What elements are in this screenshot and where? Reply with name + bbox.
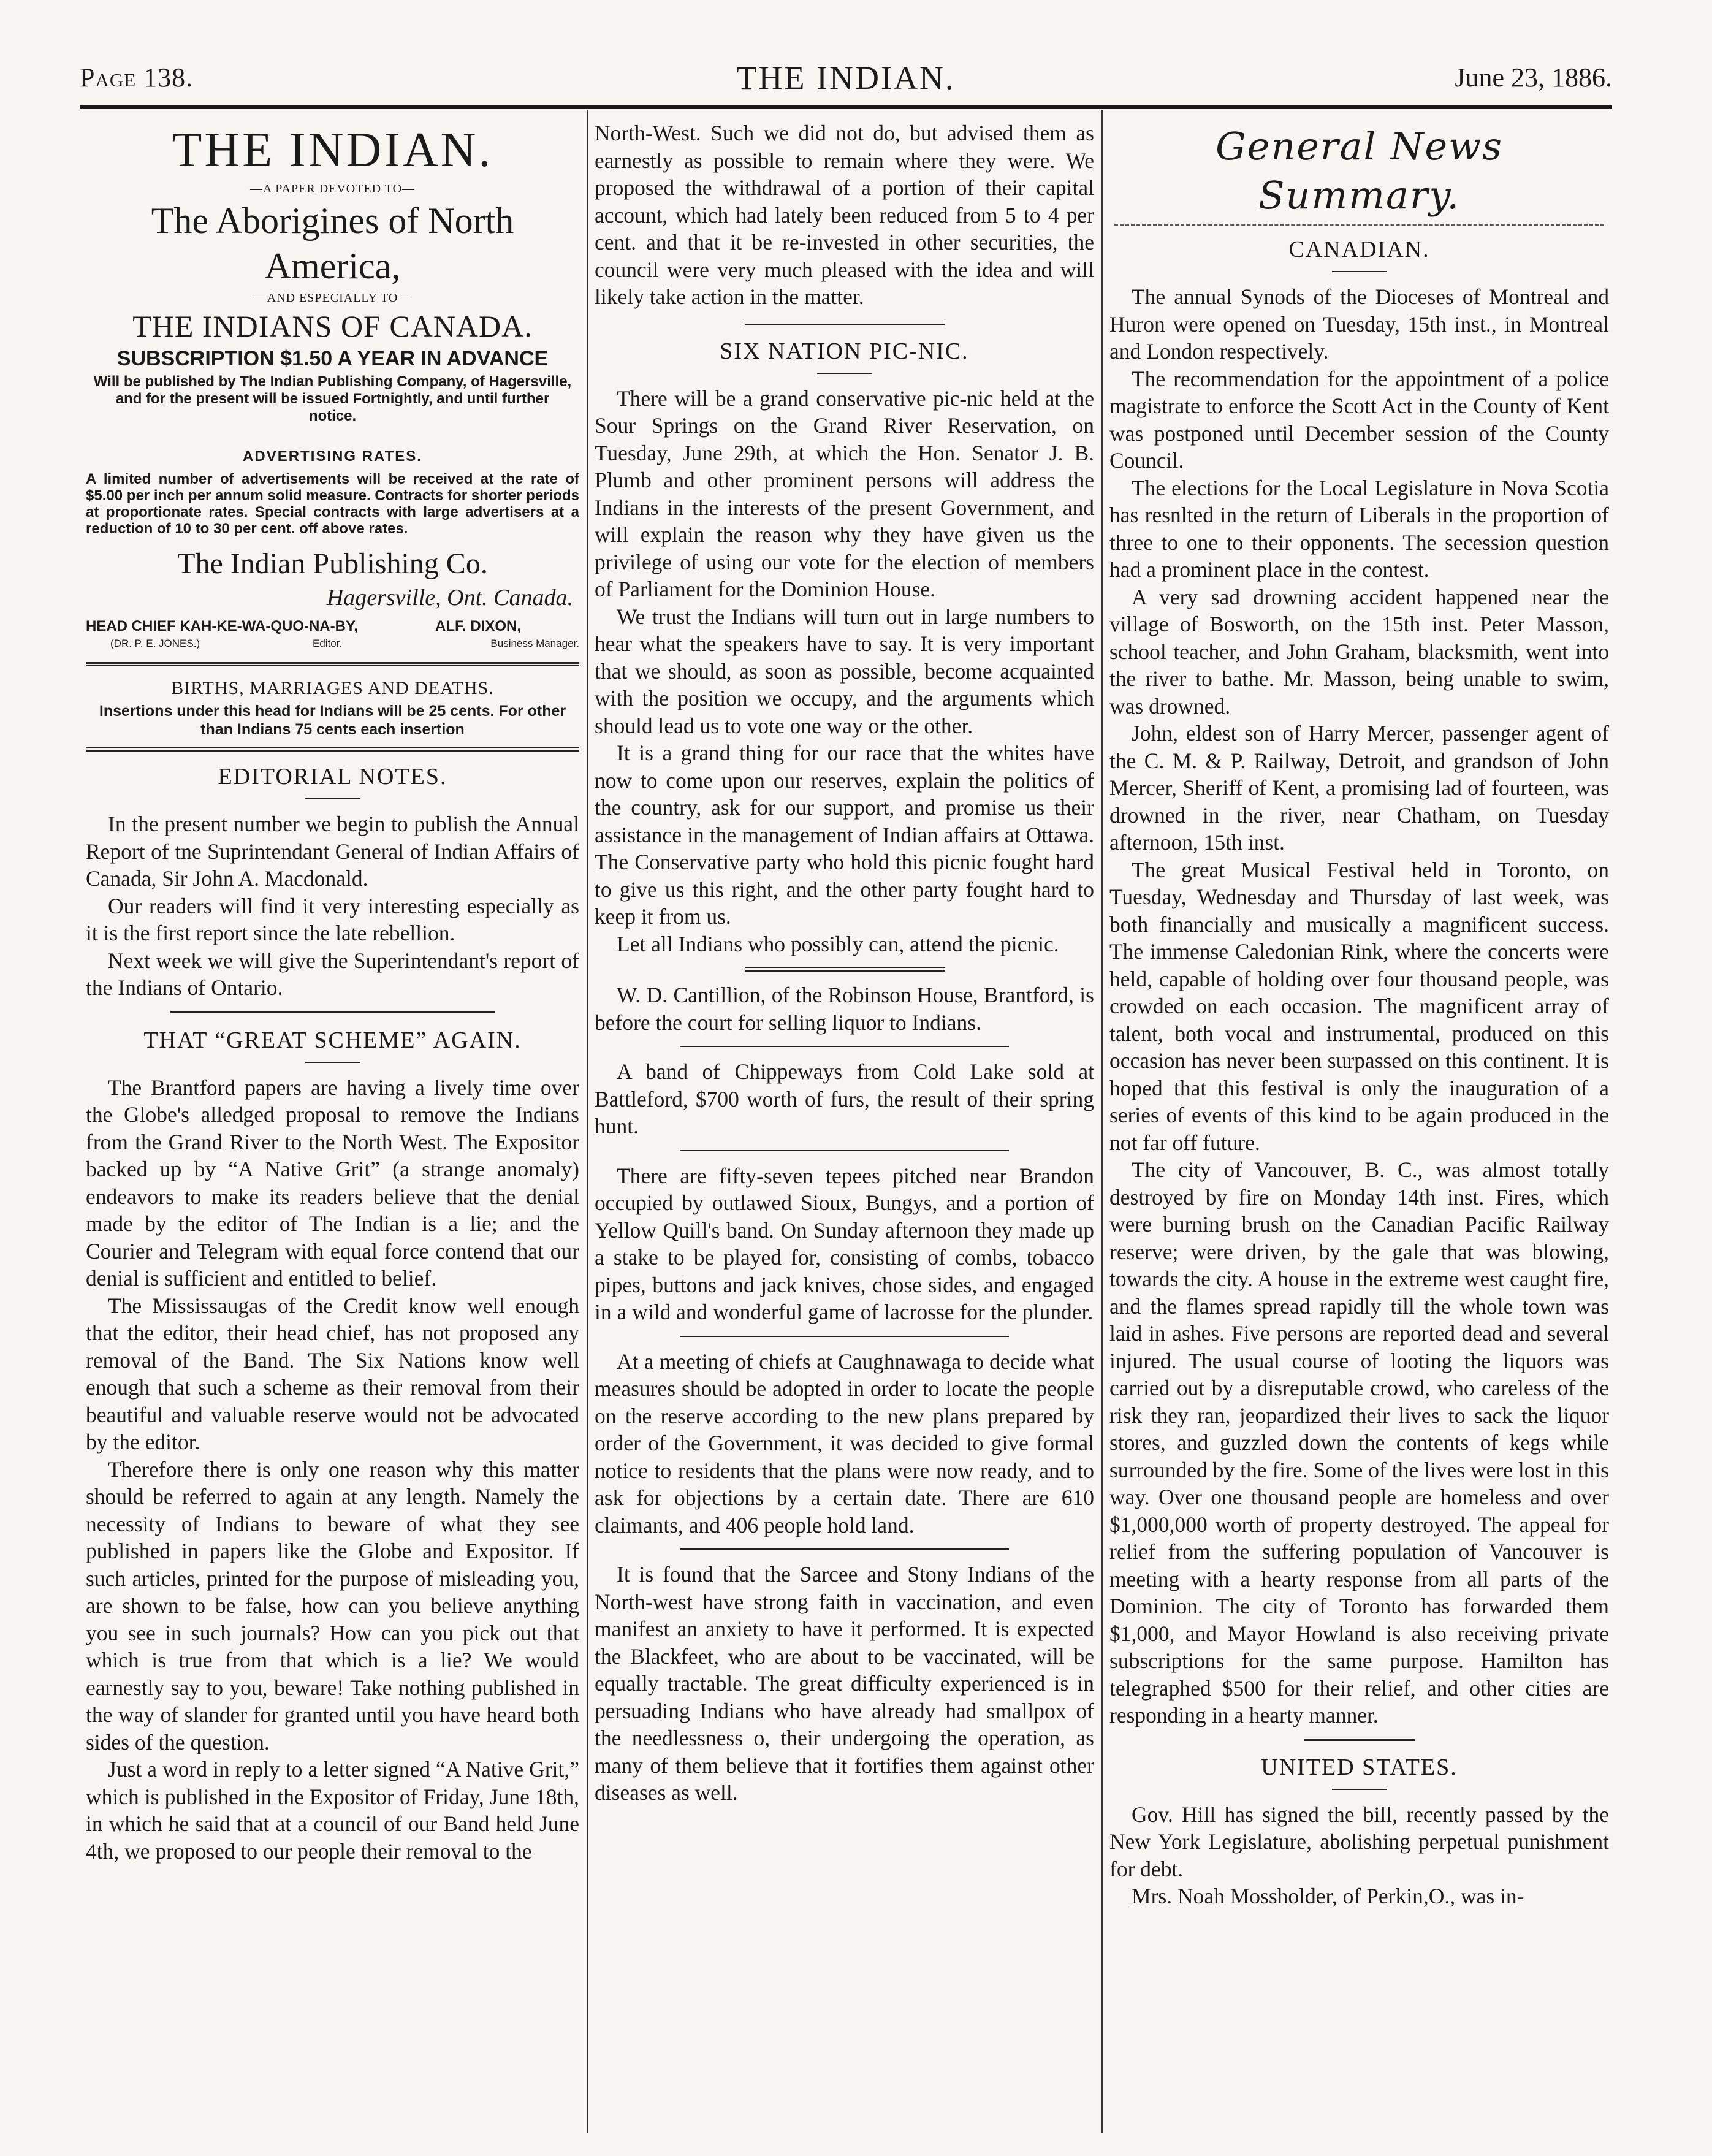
column-2 (595, 120, 1094, 2136)
item-rule (680, 1548, 1010, 1550)
news-paragraph: Gov. Hill has signed the bill, recently passed by the New York Legislature, abolishing perpetual punishment for debt. (1109, 1802, 1609, 1881)
company-location: Hagersville, Ont. Canada. (326, 584, 573, 611)
subscription-line: SUBSCRIPTION $1.50 A YEAR IN ADVANCE (116, 347, 549, 370)
section-rule (745, 321, 945, 325)
header-rule (80, 105, 1612, 109)
picnic-paragraph: Let all Indians who possibly can, attend the picnic. (617, 931, 1059, 956)
canadian-rule (1332, 271, 1387, 272)
news-paragraph: The annual Synods of the Dioceses of Montreal and Huron were opened on Tuesday, 15th inst., in Montreal and London respectively. (1109, 284, 1609, 364)
bmd-heading: BIRTHS, MARRIAGES AND DEATHS. (171, 677, 494, 698)
item-rule (680, 1336, 1010, 1337)
editorial-paragraph: Our readers will find it very interesting especially as it is the first report since the late rebellion. (86, 893, 579, 945)
scheme-paragraph: Therefore there is only one reason why this matter should be referred to again at any length. Namely the necessity of Indians to beware of what they see published in papers like the Globe and Expositor. If such articles, printed for the purpose of misleading you, are shown to be false, how can you believe anything you see in such journals? How can you pick out that which is true from that which is a lie? We would earnestly say to you, beware! Take nothing published in the way of slander for granted until you have heard both sides of the question. (86, 1457, 579, 1754)
advertising-heading: ADVERTISING RATES. (243, 448, 422, 465)
us-rule (1332, 1789, 1387, 1790)
masthead-especially: —AND ESPECIALLY TO— (254, 291, 411, 305)
masthead-devoted: —A PAPER DEVOTED TO— (249, 182, 416, 196)
section-rule (1304, 1739, 1415, 1741)
picnic-rule (817, 373, 872, 374)
news-item: There are fifty-seven tepees pitched near Brandon occupied by outlawed Sioux, Bungys, and a portion of Yellow Quill's band. On Sunday afternoon they made up a stake to be played for, consisting of combs, tobacco pipes, buttons and jack knives, chose sides, and engaged in a wild and wonderful game of lacrosse for the plunder. (595, 1163, 1094, 1324)
scheme-paragraph: The Brantford papers are having a lively time over the Globe's alledged proposal to remove the Indians from the Grand River to the North West. The Expositor backed up by “A Native Grit” (a strange anomaly) endeavors to make its readers believe that the denial made by the editor of The Indian is a lie; and the Courier and Telegram with equal force contend that our denial is sufficient and entitled to belief. (86, 1075, 579, 1290)
masthead-rule (86, 662, 579, 666)
running-head (80, 56, 1612, 99)
title-rule (1114, 224, 1604, 226)
masthead-aborigines: The Aborigines of North America, (151, 200, 514, 286)
section-rule (745, 967, 945, 972)
editorial-rule (305, 798, 360, 799)
editorial-heading: EDITORIAL NOTES. (218, 764, 447, 790)
news-paragraph: A very sad drowning accident happened near the village of Bosworth, on the 15th inst. Peter Masson, school teacher, and John Graham, blacksmith, went into the river to bathe. Mr. Masson, being unable to swim, was drowned. (1109, 584, 1609, 718)
masthead-title: THE INDIAN. (172, 123, 493, 177)
editor-real-name: (DR. P. E. JONES.) (110, 637, 200, 649)
news-paragraph: John, eldest son of Harry Mercer, passenger agent of the C. M. & P. Railway, Detroit, and grandson of John Mercer, Sheriff of Kent, a promising lad of fourteen, was drowned in the river, near Chatham, on Tuesday afternoon, 15th inst. (1109, 721, 1609, 855)
news-paragraph: The recommendation for the appointment of a police magistrate to enforce the Scott Act in the County of Kent was postponed until December session of the County Council. (1109, 366, 1609, 473)
picnic-paragraph: We trust the Indians will turn out in large numbers to hear what the speakers have to say. It is very important that we should, as soon as possible, become acquainted with the position we occupy, and the arguments which should lead us to vote one way or the other. (595, 604, 1094, 738)
staff-listing (86, 613, 579, 653)
us-heading: UNITED STATES. (1261, 1754, 1458, 1780)
news-item: A band of Chippeways from Cold Lake sold at Battleford, $700 worth of furs, the result of their spring hunt. (595, 1059, 1094, 1138)
news-summary-title: General News Summary. (1216, 124, 1503, 218)
picnic-paragraph: There will be a grand conservative pic-nic held at the Sour Springs on the Grand River Reservation, on Tuesday, June 29th, at which the Hon. Senator J. B. Plumb and other prominent persons will address the Indians in the interests of the present Government, and will explain the reason why they have given us the privilege of using our vote for the election of members of Parliament for the Dominion House. (595, 386, 1094, 601)
editorial-paragraph: In the present number we begin to publish the Annual Report of tne Suprintendant General of Indian Affairs of Canada, Sir John A. Macdonald. (86, 812, 579, 891)
news-item: W. D. Cantillion, of the Robinson House, Brantford, is before the court for selling liquor to Indians. (595, 983, 1094, 1035)
news-paragraph: The city of Vancouver, B. C., was almost totally destroyed by fire on Monday 14th inst. Fires, which were burning brush on the Canadian Pacific Railway reserve; were driven, by the gale that was blowing, towards the city. A house in the extreme west caught fire, and the flames spread rapidly till the whole town was laid in ashes. Five persons are reported dead and several injured. The usual course of looting the liquors was carried out by a disreputable crowd, who careless of the risk they ran, jeopardized their lives to sack the liquor stores, and guzzled down the contents of kegs while surrounded by the fire. Some of the lives were lost in this way. Over one thousand people are homeless and over $1,000,000 worth of property destroyed. The appeal for relief from the suffering population of Vancouver is meeting with a hearty response from all parts of the Dominion. The city of Toronto has forwarded them $1,000, and Mayor Howland is also receiving private subscriptions for the same purpose. Hamilton has telegraphed $500 for their relief, and other cities are responding in a hearty manner. (1109, 1157, 1609, 1727)
news-item: It is found that the Sarcee and Stony Indians of the North-west have strong faith in vaccination, and even manifest an anxiety to have it performed. It is expected the Blackfeet, who are about to be vaccinated, will be equally tractable. The great difficulty experienced is in persuading Indians who have already had smallpox of the needlessness o, their undergoing the operation, as many of them believe that it fortifies them against other diseases as well. (595, 1562, 1094, 1805)
item-rule (680, 1150, 1010, 1151)
masthead-canada: THE INDIANS OF CANADA. (132, 309, 533, 343)
canadian-heading: CANADIAN. (1288, 237, 1430, 262)
page-number: Page 138. (80, 63, 194, 93)
column-1 (86, 120, 579, 2136)
item-rule (680, 1046, 1010, 1047)
scheme-paragraph: The Mississaugas of the Credit know well enough that the editor, their head chief, has not proposed any removal of the Band. The Six Nations know well enough that such a scheme as their removal from their beautiful and valuable reserve would not be advocated by the editor. (86, 1293, 579, 1454)
news-paragraph: The great Musical Festival held in Toronto, on Tuesday, Wednesday and Thursday of last week, was both financially and musically a magnificent success. The immense Caledonian Rink, where the concerts were held, capable of holding over four thousand people, was crowded on each occasion. The magnificent array of talent, both vocal and instrumental, produced on this occasion has never been surpassed on this continent. It is hoped that this festival is only the inauguration of a series of events of this kind to be again produced in the not far off future. (1109, 857, 1609, 1155)
publication-notice: Will be published by The Indian Publishing Company, of Hagersville, and for the present will be issued Fortnightly, and until further notice. (93, 373, 572, 424)
scheme-rule (305, 1062, 360, 1063)
picnic-paragraph: It is a grand thing for our race that the whites have now to come upon our reserves, explain the politics of the country, ask for our support, and promise us their assistance in the management of Indian affairs at Ottawa. The Conservative party who hold this picnic fought hard to give us this right, and the other party fought hard to keep it from us. (595, 741, 1094, 929)
advertising-text: A limited number of advertisements will be received at the rate of $5.00 per inch per annum solid measure. Contracts for shorter periods at proportionate rates. Special contracts with large advertisers at a reduction of 10 to 30 per cent. off above rates. (86, 470, 579, 537)
editorial-paragraph: Next week we will give the Superintendant's report of the Indians of Ontario. (86, 948, 579, 1000)
bmd-rule (86, 747, 579, 752)
issue-date: June 23, 1886. (1455, 63, 1612, 93)
company-name: The Indian Publishing Co. (177, 547, 488, 580)
scheme-continuation: North-West. Such we did not do, but advised them as earnestly as possible to remain where they were. We proposed the withdrawal of a portion of their capital account, which had lately been reduced from 5 to 4 per cent. and that it be re-invested in other securities, the council were very much pleased with the idea and will likely take action in the matter. (595, 121, 1094, 309)
column-3 (1109, 120, 1609, 2136)
running-title: THE INDIAN. (736, 59, 956, 96)
news-paragraph: The elections for the Local Legislature in Nova Scotia has resnlted in the return of Liberals in the proportion of three to one to their opponents. The secession question had a prominent place in the contest. (1109, 475, 1609, 582)
manager-role: Business Manager. (490, 637, 579, 649)
news-paragraph: Mrs. Noah Mossholder, of Perkin,O., was in- (1132, 1884, 1524, 1908)
scheme-heading: THAT “GREAT SCHEME” AGAIN. (143, 1027, 522, 1053)
column-rule-2 (1101, 110, 1103, 2133)
picnic-heading: SIX NATION PIC-NIC. (720, 338, 969, 364)
editor-role: Editor. (313, 637, 343, 649)
section-rule (170, 1011, 495, 1013)
manager-name: ALF. DIXON, (435, 617, 522, 634)
bmd-text: Insertions under this head for Indians will be 25 cents. For other than Indians 75 cents each insertion (99, 703, 566, 738)
editor-name: HEAD CHIEF KAH-KE-WA-QUO-NA-BY, (86, 617, 358, 634)
column-rule-1 (587, 110, 588, 2133)
scheme-paragraph: Just a word in reply to a letter signed “A Native Grit,” which is published in the Expositor of Friday, June 18th, in which he said that at a council of our Band held June 4th, we proposed to our people their removal to the (86, 1757, 579, 1864)
news-item: At a meeting of chiefs at Caughnawaga to decide what measures should be adopted in order to locate the people on the reserve according to the new plans prepared by order of the Government, it was decided to give formal notice to residents that the plans were now ready, and to ask for objections by a certain date. There are 610 claimants, and 406 people hold land. (595, 1349, 1094, 1537)
